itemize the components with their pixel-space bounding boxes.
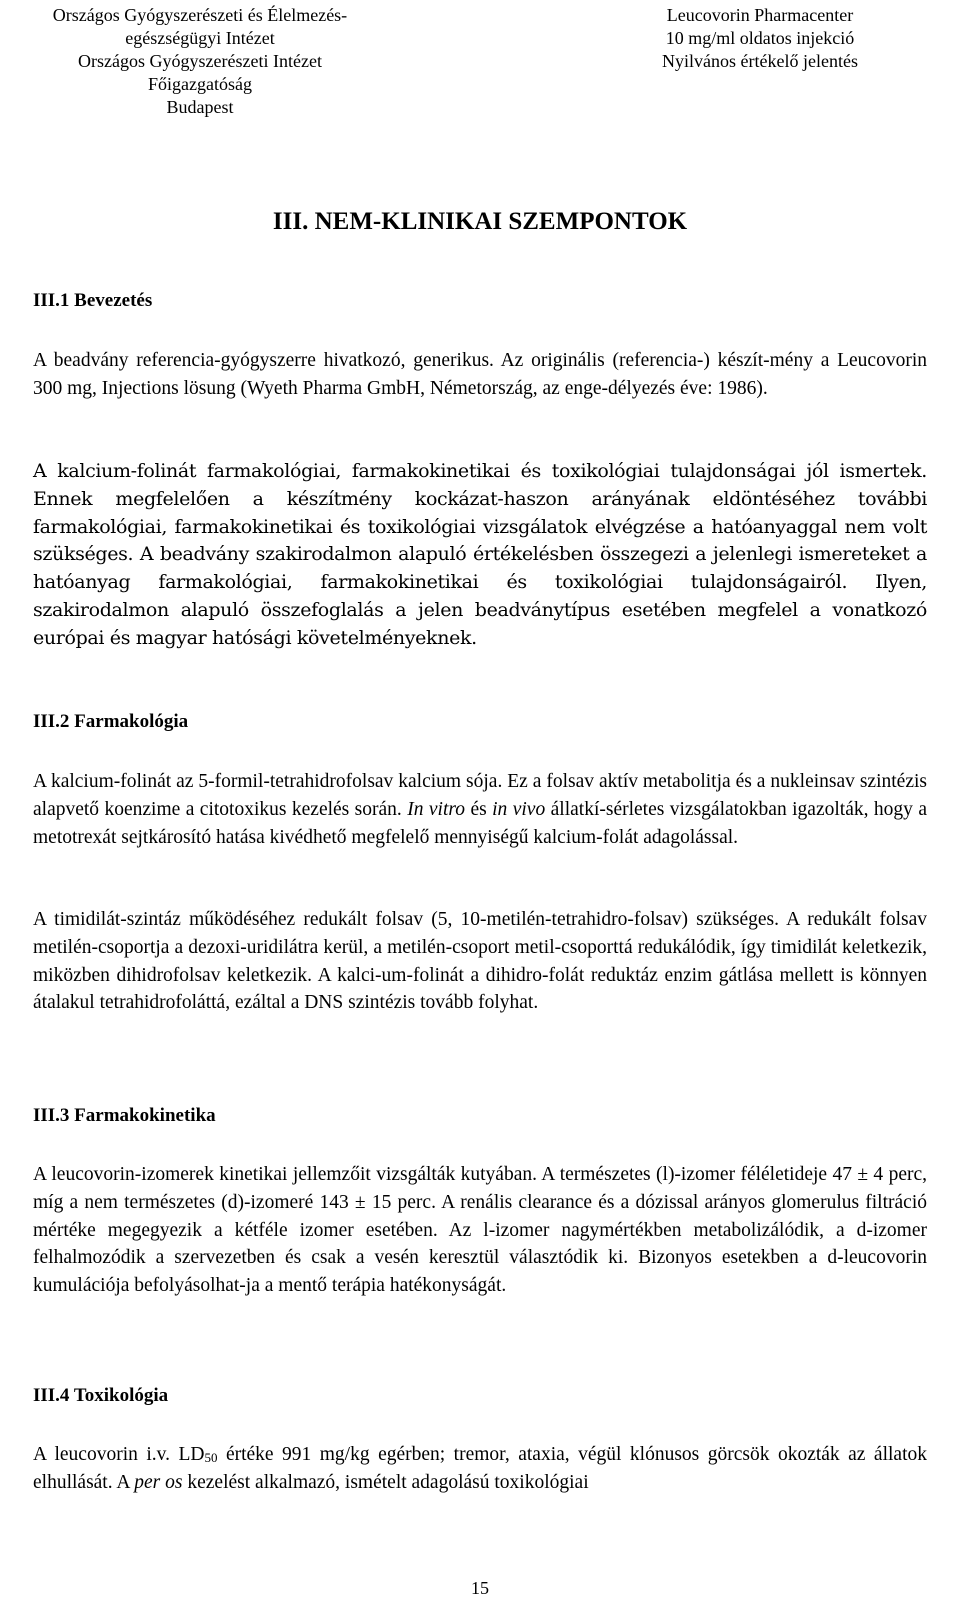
- header-agency-line-1: Országos Gyógyszerészeti és Élelmezés-: [52, 5, 348, 25]
- heading-toxikologia: III.4 Toxikológia: [33, 1385, 169, 1406]
- header-agency-line-2: egészségügyi Intézet: [125, 28, 275, 48]
- paragraph-farmakologia-2: A timidilát-szintáz működéséhez redukált folsav (5, 10-metilén-tetrahidro-folsav) szükséges. A redukált folsav metilén-csoportja a dezoxi-uridilátra kerül, a metilén-csoport metil-csoporttá redukálódik, így timidilát keletkezik, miközben dihidrofolsav keletkezik. A kalci-um-folinát a dihidro-folát reduktáz enzim gátlása mellett is könnyen átalakul tetrahidrofoláttá, ezáltal a DNS szintézis tovább folyhat.: [33, 909, 927, 1014]
- header-agency: [10, 4, 390, 119]
- paragraph-farmakokinetika: A leucovorin-izomerek kinetikai jellemzőit vizsgálták kutyában. A természetes (l)-izomer féléletideje 47 ± 4 perc, míg a nem természetes (d)-izomeré 143 ± 15 perc. A renális clearance és a dózissal arányos glomerulus filtráció mértéke megegyezik a kétféle izomer esetében. Az l-izomer nagymértékben metabolizálódik, a d-izomer felhalmozódik a szervezetben és csak a vesén keresztül választódik ki. Bizonyos esetekben a d-leucovorin kumulációja befolyásolhat-ja a mentő terápia hatékonyságát.: [33, 1164, 927, 1297]
- header-agency-line-4: Főigazgatóság: [148, 74, 252, 94]
- header-product-line-3: Nyilvános értékelő jelentés: [662, 51, 858, 71]
- header-product: [620, 4, 900, 73]
- paragraph-intro-2: A kalcium-folinát farmakológiai, farmakokinetikai és toxikológiai tulajdonságai jól ismertek. Ennek megfelelően a készítmény kockázat-haszon arányának eldöntéséhez további farmakológiai, farmakokinetikai és toxikológiai vizsgálatok elvégzése a hatóanyaggal nem volt szükséges. A beadvány szakirodalmon alapuló értékelésben összegezi a jelenlegi ismereteket a hatóanyag farmakológiai, farmakokinetikai és toxikológiai tulajdonságairól. Ilyen, szakirodalmon alapuló összefoglalás a jelen beadványtípus esetében megfelel a vonatkozó európai és magyar hatósági követelményeknek.: [33, 460, 927, 649]
- header-agency-line-5: Budapest: [166, 97, 234, 117]
- paragraph-intro-1: A beadvány referencia-gyógyszerre hivatkozó, generikus. Az originális (referencia-) készít-mény a Leucovorin 300 mg, Injections lösung (Wyeth Pharma GmbH, Németország, az enge-délyezés éve: 1986).: [33, 350, 927, 399]
- header-product-line-1: Leucovorin Pharmacenter: [666, 5, 854, 25]
- header-agency-line-3: Országos Gyógyszerészeti Intézet: [78, 51, 322, 71]
- heading-farmakologia: III.2 Farmakológia: [33, 711, 189, 732]
- paragraph-toxikologia: A leucovorin i.v. $LD_{50}$ értéke 991 mg/kg egérben; tremor, ataxia, végül klónusos görcsök okozták az állatok elhullását. A per os kezelést alkalmazó, ismételt adagolású toxikológiai: [33, 1444, 927, 1493]
- heading-farmakokinetika: III.3 Farmakokinetika: [33, 1105, 216, 1126]
- heading-bevezetes: III.1 Bevezetés: [33, 290, 153, 311]
- paragraph-farmakologia-1: A kalcium-folinát az 5-formil-tetrahidrofolsav kalcium sója. Ez a folsav aktív metabolitja és a nukleinsav szintézis alapvető koenzime a citotoxikus kezelés során. In vitro és in vivo állatkí-sérletes vizsgálatokban igazolták, hogy a metotrexát sejtkárosító hatása kivédhető megfelelő mennyiségű kalcium-folát adagolással.: [33, 771, 927, 848]
- header-product-line-2: 10 mg/ml oldatos injekció: [665, 28, 855, 48]
- section-title: III. NEM-KLINIKAI SZEMPONTOK: [272, 208, 688, 235]
- page-number: 15: [471, 1578, 489, 1598]
